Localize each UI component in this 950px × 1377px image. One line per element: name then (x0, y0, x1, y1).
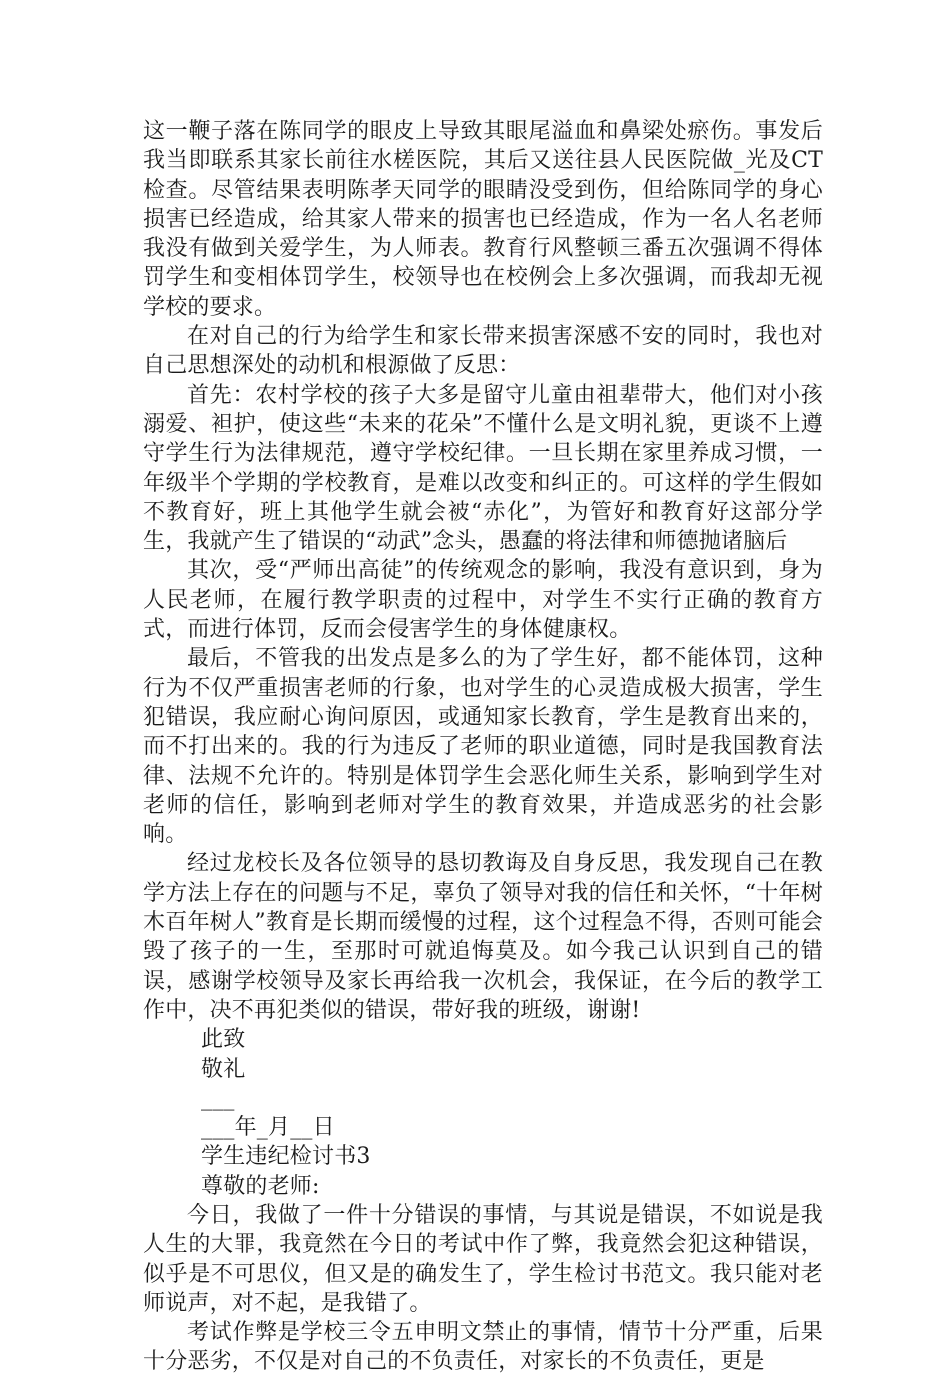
paragraph-1: 这一鞭子落在陈同学的眼皮上导致其眼尾溢血和鼻梁处瘀伤。事发后我当即联系其家长前往水槎医院，其后又送往县人民医院做_光及CT检查。尽管结果表明陈孝天同学的眼睛没受到伤，但给陈同学的身心损害已经造成，给其家人带来的损害也已经造成，作为一名人名老师我没有做到关爱学生，为人师表。教育行风整顿三番五次强调不得体罚学生和变相体罚学生，校领导也在校例会上多次强调，而我却无视学校的要求。 (143, 119, 823, 320)
paragraph-4: 其次，受“严师出高徒”的传统观念的影响，我没有意识到，身为人民老师，在履行教学职责的过程中，对学生不实行正确的教育方式，而进行体罚，反而会侵害学生的身体健康权。 (143, 558, 823, 643)
salutation: 尊敬的老师: (201, 1173, 320, 1199)
date-line: ___年_月__日 (201, 1115, 335, 1141)
paragraph-5: 最后，不管我的出发点是多么的为了学生好，都不能体罚，这种行为不仅严重损害老师的行象，也对学生的心灵造成极大损害，学生犯错误，我应耐心询问原因，或通知家长教育，学生是教育出来的，而不打出来的。我的行为违反了老师的职业道德，同时是我国教育法律、法规不允许的。特别是体罚学生会恶化师生关系，影响到学生对老师的信任，影响到老师对学生的教育效果，并造成恶劣的社会影响。 (143, 646, 823, 848)
paragraph-3: 首先：农村学校的孩子大多是留守儿童由祖辈带大，他们对小孩溺爱、袒护，使这些“未来的花朵”不懂什么是文明礼貌，更谈不上遵守学生行为法律规范，遵守学校纪律。一旦长期在家里养成习惯，一年级半个学期的学校教育，是难以改变和纠正的。可这样的学生假如不教育好，班上其他学生就会被“赤化”，为管好和教育好这部分学生，我就产生了错误的“动武”念头，愚蠢的将法律和师德抛诸脑后 (143, 382, 823, 555)
section-title: 学生违纪检讨书3 (201, 1144, 371, 1170)
closing-regards-2: 敬礼 (201, 1056, 246, 1082)
document-body (143, 117, 823, 1377)
paragraph-2: 在对自己的行为给学生和家长带来损害深感不安的同时，我也对自己思想深处的动机和根源做了反思： (143, 324, 823, 379)
paragraph-6: 经过龙校长及各位领导的恳切教诲及自身反思，我发现自己在教学方法上存在的问题与不足，辜负了领导对我的信任和关怀，“十年树木百年树人”教育是长期而缓慢的过程，这个过程急不得，否则可能会毁了孩子的一生，至那时可就追悔莫及。如今我己认识到自己的错误，感谢学校领导及家长再给我一次机会，我保证，在今后的教学工作中，决不再犯类似的错误，带好我的班级，谢谢! (143, 851, 823, 1023)
paragraph-8: 考试作弊是学校三令五申明文禁止的事情，情节十分严重，后果十分恶劣，不仅是对自己的不负责任，对家长的不负责任，更是 (143, 1320, 823, 1375)
closing-regards-1: 此致 (201, 1027, 246, 1053)
signature-blank: ___ (201, 1085, 235, 1111)
paragraph-7: 今日，我做了一件十分错误的事情，与其说是错误，不如说是我人生的大罪，我竟然在今日的考试中作了弊，我竟然会犯这种错误，似乎是不可思仪，但又是的确发生了，学生检讨书范文。我只能对老师说声，对不起，是我错了。 (143, 1202, 823, 1316)
